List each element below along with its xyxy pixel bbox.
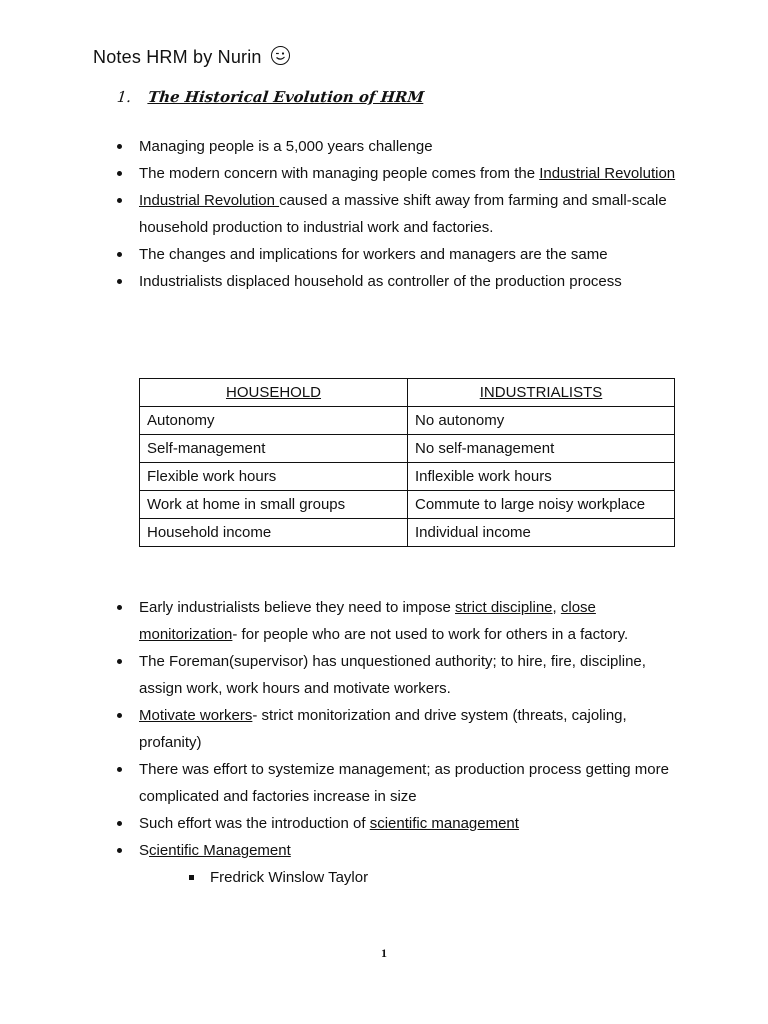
list-item [0,648,768,702]
table-row [140,463,675,491]
table-cell-industrialists: No autonomy [408,407,675,435]
winking-face-icon [271,46,290,65]
page-number: 1 [381,946,387,960]
table-cell-industrialists: Inflexible work hours [408,463,675,491]
list-item [0,241,768,268]
bullet-icon [117,605,122,610]
bullet-icon [117,659,122,664]
list-item-text: - strict monitorization and drive system (threats, cajoling, profanity) [139,707,627,751]
bullet-icon [117,821,122,826]
table-cell-household: Flexible work hours [140,463,408,491]
table-header-household: HOUSEHOLD [140,379,408,407]
list-item-text: Fredrick Winslow Taylor [210,869,369,886]
list-item-text: Industrialists displaced household as controller of the production process [139,273,622,290]
bullet-list-top [0,133,768,295]
table-row [140,519,675,547]
list-item-text: S [139,842,150,859]
table-cell-industrialists: Commute to large noisy workplace [408,491,675,519]
underlined-text: close monitorization [139,599,596,643]
table-cell-industrialists: Individual income [408,519,675,547]
table-cell-industrialists: No self-management [408,435,675,463]
bullet-icon [117,848,122,853]
underlined-text: scientific management [369,815,519,832]
bullet-list-bottom [0,594,768,891]
underlined-text: strict discipline [455,599,553,616]
list-item-text: Managing people is a 5,000 years challenge [139,138,433,155]
list-item-text: The Foreman(supervisor) has unquestioned authority; to hire, fire, discipline, assign work, work hours and motivate workers. [139,653,646,697]
list-item-text: Early industrialists believe they need to impose [139,599,455,616]
list-item [0,160,768,187]
bullet-icon [117,198,122,203]
list-item-text: Such effort was the introduction of [139,815,370,832]
square-bullet-icon [189,875,194,880]
underlined-text: Industrial Revolution [539,165,676,182]
table-cell-household: Household income [140,519,408,547]
section-number: 1. [116,88,133,106]
underlined-text: Industrial Revolution [139,192,280,209]
underlined-text: Motivate workers [139,707,253,724]
list-item [0,187,768,241]
list-item [0,133,768,160]
page-title [93,46,290,68]
list-item-text: The changes and implications for workers and managers are the same [139,246,608,263]
bullet-icon [117,252,122,257]
section-heading [116,88,425,106]
list-item-text: , [552,599,561,616]
bullet-icon [117,713,122,718]
list-item [0,810,768,837]
list-item [0,702,768,756]
bullet-icon [117,144,122,149]
table-body [140,407,675,547]
table-row [140,407,675,435]
table-header-row [140,379,675,407]
table-header-industrialists: INDUSTRIALISTS [408,379,675,407]
list-item-text: There was effort to systemize management; as production process getting more complicated and factories increase in size [139,761,669,805]
bullet-icon [117,171,122,176]
list-item [0,594,768,648]
list-item [0,837,768,864]
list-item-text: The modern concern with managing people comes from the [139,165,540,182]
bullet-icon [117,767,122,772]
table-row [140,435,675,463]
comparison-table [139,378,675,547]
list-item-text: - for people who are not used to work for others in a factory. [232,626,629,643]
list-item-text: caused a massive shift away from farming and small-scale household production to industrial work and factories. [139,192,667,236]
table-cell-household: Autonomy [140,407,408,435]
table-cell-household: Self-management [140,435,408,463]
bullet-icon [117,279,122,284]
list-item [0,268,768,295]
section-heading-text: The Historical Evolution of HRM [147,88,425,106]
page-title-text: Notes HRM by Nurin [93,47,262,67]
table-cell-household: Work at home in small groups [140,491,408,519]
table-row [140,491,675,519]
sub-list-item [0,864,768,891]
underlined-text: cientific Management [149,842,291,859]
list-item [0,756,768,810]
